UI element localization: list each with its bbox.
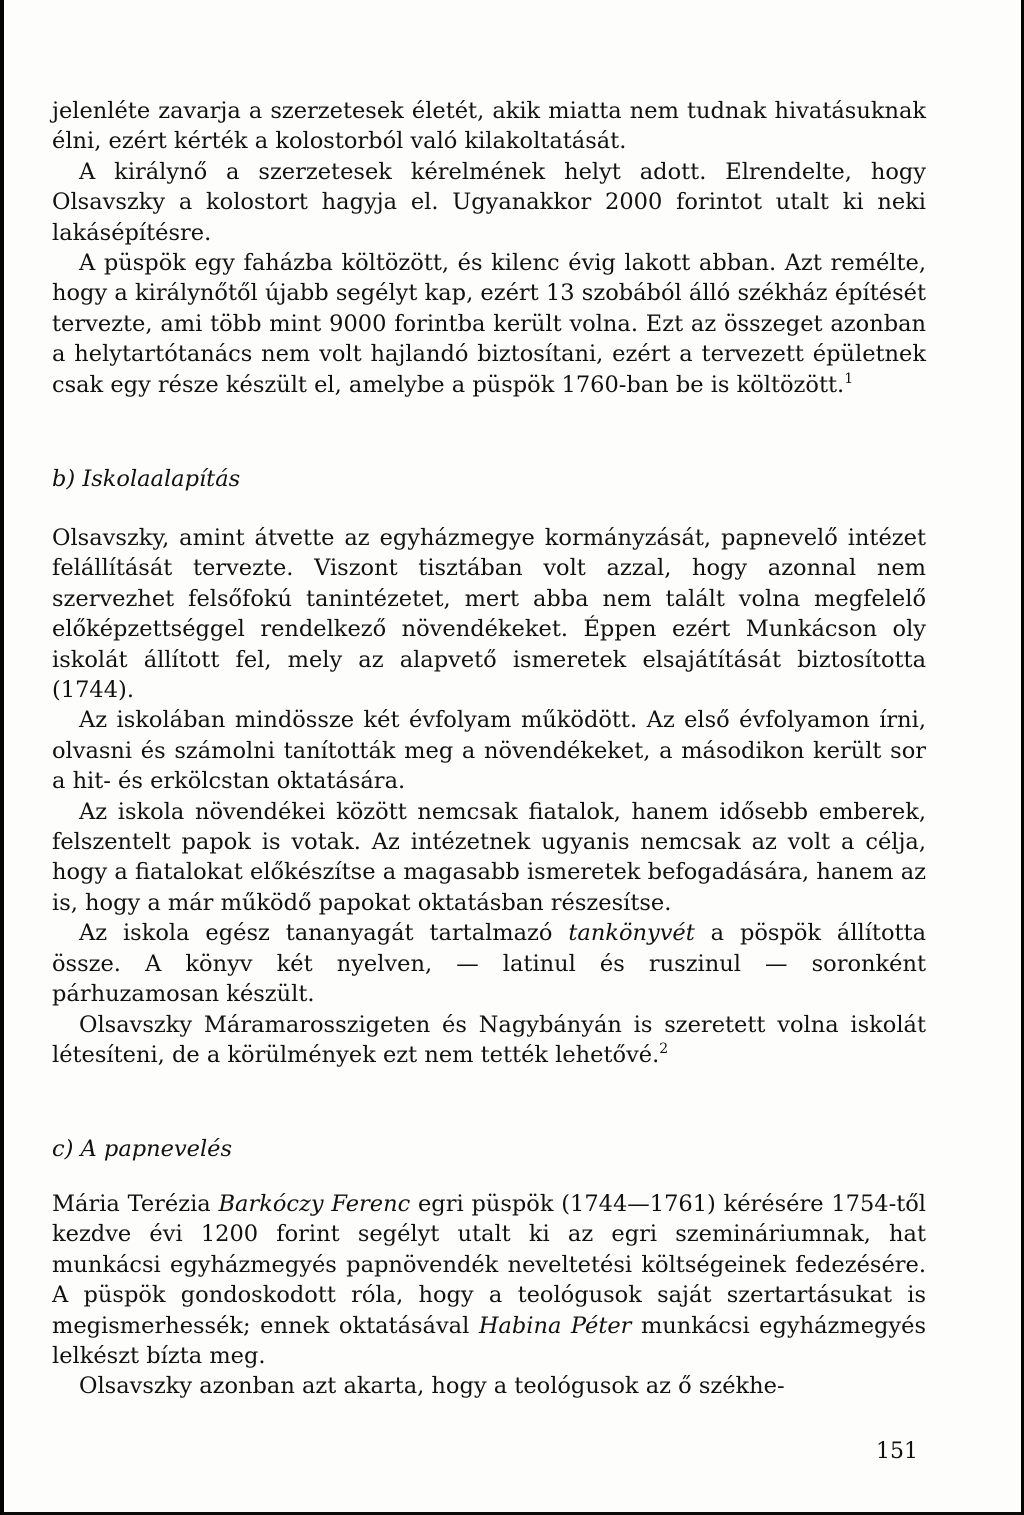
- paragraph-text: Az iskola egész tananyagát tartalmazó: [79, 920, 569, 947]
- section-heading-b: b) Iskolaalapítás: [52, 466, 241, 492]
- paragraph: A királynő a szerzetesek kérelmének helyt adott. Elrendelte, hogy Olsavszky a kolostort hagyja el. Ugyanakkor 2000 forintot utalt ki neki lakásépítésre.: [52, 158, 926, 246]
- paragraph: [52, 1010, 926, 1071]
- text-block-c: [52, 1189, 926, 1402]
- paragraph: Az iskola növendékei között nemcsak fiatalok, hanem idősebb emberek, felszentelt papok is votak. Az intézetnek ugyanis nemcsak az volt a célja, hogy a fiatalokat előkészítse a magasabb ismeretek befogadására, hanem az is, hogy a már működő papokat oktatásban részesítse.: [52, 798, 926, 916]
- paragraph-text: Olsavszky Máramarosszigeten és Nagybányán is szeretett volna iskolát létesíteni, de a körülmények ezt nem tették lehetővé.: [52, 1011, 926, 1068]
- page-number: 151: [876, 1439, 918, 1464]
- paragraph: jelenléte zavarja a szerzetesek életét, akik miatta nem tudnak hivatásuknak élni, ezért kérték a kolostorból való kilakoltatását.: [52, 98, 926, 155]
- paragraph: [52, 1189, 926, 1371]
- paragraph: Az iskolában mindössze két évfolyam működött. Az első évfolyamon írni, olvasni és számolni tanították meg a növendékeket, a másodikon került sor a hit- és erkölcstan oktatására.: [52, 707, 926, 795]
- paragraph-text: a pöspök állította össze. A könyv két nyelven, — latinul és ruszinul — soronként párhuzamosan készült.: [52, 920, 927, 1008]
- emphasis-person-name: Habina Péter: [478, 1312, 632, 1339]
- paragraph: Olsavszky azonban azt akarta, hogy a teológusok az ő székhe-: [79, 1373, 785, 1400]
- footnote-marker: 1: [844, 370, 854, 387]
- emphasis-person-name: Barkóczy Ferenc: [218, 1191, 411, 1217]
- paragraph-text: Mária Terézia: [52, 1191, 219, 1217]
- paragraph-text: egri püspök (1744—1761) kérésére 1754-től kezdve évi 1200 forint segélyt utalt ki az egri szemináriumnak, hat munkácsi egyházmegyés papnövendék neveltetési költségeinek fedezésére. A püspök gondoskodott róla, hogy a teológusok saját szertartásukat is megismerhessék; ennek oktatásával: [52, 1191, 926, 1339]
- paragraph-text: A püspök egy faházba költözött, és kilenc évig lakott abban. Azt remélte, hogy a királynőtől újabb segélyt kap, ezért 13 szobából álló székház építését tervezte, ami több mint 9000 forintba került volna. Ezt az összeget azonban a helytartótanács nem volt hajlandó biztosítani, ezért a tervezett épületnek csak egy része készült el, amelybe a püspök 1760-ban be is költözött.: [52, 250, 926, 398]
- section-heading-c: c) A papnevelés: [52, 1136, 233, 1162]
- paragraph: [52, 248, 926, 400]
- footnote-marker: 2: [659, 1040, 669, 1057]
- text-block-b: [52, 523, 926, 1070]
- paragraph: Olsavszky, amint átvette az egyházmegye kormányzását, papnevelő intézet felállítását tervezte. Viszont tisztában volt azzal, hogy azonnal nem szervezhet felsőfokú tanintézetet, mert abba nem talált volna megfelelő előképzettséggel rendelkező növendékeket. Éppen ezért Munkácson oly iskolát állított fel, mely az alapvető ismeretek elsajátítását biztosította (1744).: [52, 525, 926, 704]
- paragraph-text: munkácsi egyházmegyés lelkészt bízta meg.: [52, 1312, 926, 1370]
- emphasis-book-title: tankönyvét: [568, 920, 695, 947]
- text-block-a: [52, 96, 926, 400]
- paragraph: [52, 918, 926, 1009]
